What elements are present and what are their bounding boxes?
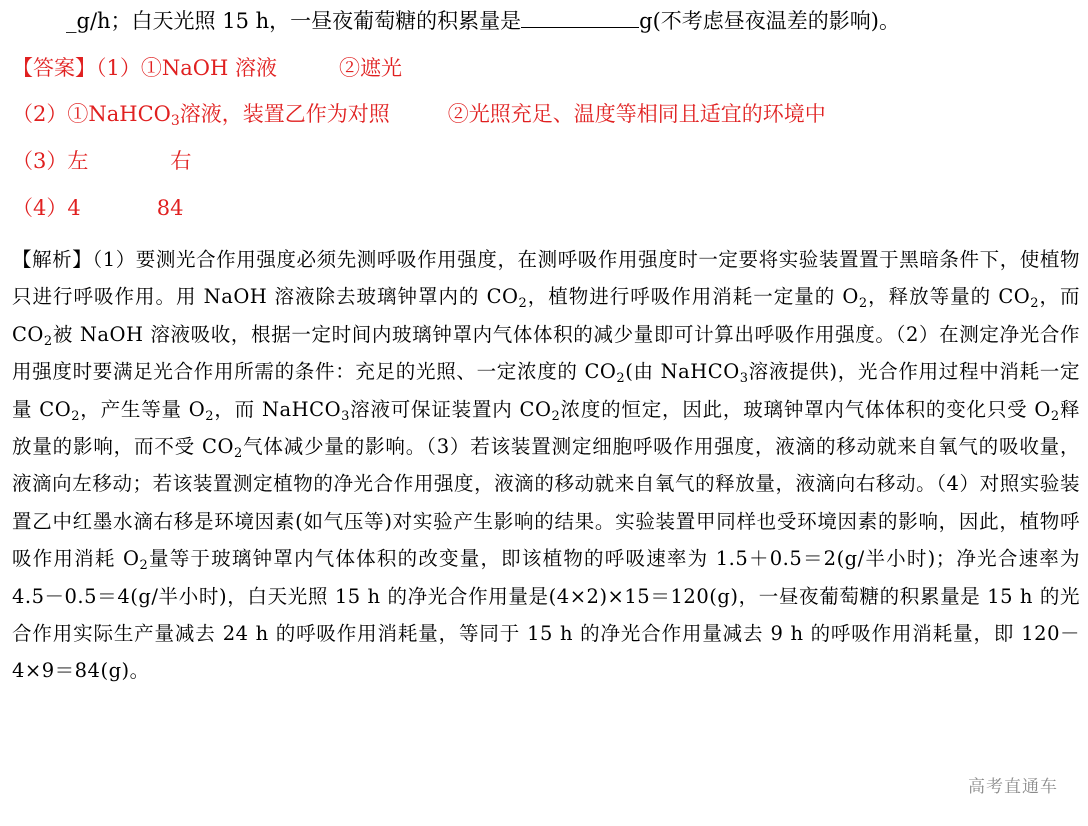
analysis-text: 浓度的恒定，因此，玻璃钟罩内气体体积的变化只受 O bbox=[560, 397, 1051, 421]
analysis-text: 释放量的影响，而不受 CO bbox=[12, 397, 1080, 459]
answer-label: 【答案】 bbox=[12, 56, 96, 80]
subscript: 2 bbox=[205, 408, 215, 424]
answer-q2-a-sub: 3 bbox=[170, 113, 180, 129]
analysis-paragraph bbox=[12, 241, 1080, 690]
subscript: 2 bbox=[616, 371, 626, 387]
subscript: 2 bbox=[43, 333, 53, 349]
question-suffix: g(不考虑昼夜温差的影响)。 bbox=[639, 9, 900, 33]
answer-blank bbox=[521, 9, 639, 28]
answer-q2-a-post: 溶液，装置乙作为对照 bbox=[179, 102, 390, 126]
answer-q2-a-pre: （2）①NaHCO bbox=[12, 102, 171, 126]
answer-line-3 bbox=[12, 149, 191, 173]
analysis-text: ，植物进行呼吸作用消耗一定量的 O bbox=[527, 285, 859, 309]
analysis-text: 被 NaOH 溶液吸收，根据一定时间内玻璃钟罩内气体体积的减少量即可计算出呼吸作用强度。（2）在测定净光合作用强度时要满足光合作用所需的条件：充足的光照、一定浓度的 CO bbox=[12, 322, 1080, 384]
analysis-text: 溶液提供)，光合作用过程中消耗一定量 CO bbox=[12, 360, 1080, 421]
analysis-text: ，而 NaHCO bbox=[214, 397, 342, 421]
answer-q4-a: （4）4 bbox=[12, 196, 81, 220]
analysis-text: 量等于玻璃钟罩内气体体积的改变量，即该植物的呼吸速率为 1.5＋0.5＝2(g/半小时)；净光合速率为 4.5－0.5＝4(g/半小时)，白天光照 15 h 的净光合作用量是(4×2)×15＝120(g)，一昼夜葡萄糖的积累量是 15 h 的光合作用实际生产量减去 24 h 的呼吸作用消耗量，等同于 15 h 的净光合作用量减去 9 h 的呼吸作用消耗量，即 120－4×9＝84(g)。 bbox=[12, 547, 1081, 683]
analysis-text: 溶液可保证装置内 CO bbox=[349, 397, 552, 421]
subscript: 3 bbox=[739, 371, 749, 387]
analysis-text: 气体减少量的影响。（3）若该装置测定细胞呼吸作用强度，液滴的移动就来自氧气的吸收量，液滴向左移动；若该装置测定植物的净光合作用强度，液滴的移动就来自氧气的释放量，液滴向右移动。（4）对照实验装置乙中红墨水滴右移是环境因素(如气压等)对实验产生影响的结果。实验装置甲同样也受环境因素的影响，因此，植物呼吸作用消耗 O bbox=[12, 435, 1080, 571]
question-prefix: _g/h；白天光照 15 h，一昼夜葡萄糖的积累量是 bbox=[66, 9, 522, 33]
watermark: 高考直通车 bbox=[968, 777, 1058, 797]
subscript: 2 bbox=[858, 296, 868, 312]
analysis-label: 【解析】 bbox=[12, 248, 93, 271]
subscript: 2 bbox=[1030, 296, 1040, 312]
answer-q1-a: （1）①NaOH 溶液 bbox=[96, 56, 277, 80]
analysis-text: (由 NaHCO bbox=[625, 360, 740, 384]
answer-q3-a: （3）左 bbox=[12, 149, 89, 173]
answer-q3-b: 右 bbox=[170, 149, 192, 173]
analysis-text: ，而 CO bbox=[12, 285, 1081, 346]
answer-line-2 bbox=[12, 102, 826, 129]
answer-line-4 bbox=[12, 196, 183, 220]
analysis-text: ，释放等量的 CO bbox=[867, 285, 1031, 309]
analysis-text: （1）要测光合作用强度必须先测呼吸作用强度，在测呼吸作用强度时一定要将实验装置置于黑暗条件下，使植物只进行呼吸作用。用 NaOH 溶液除去玻璃钟罩内的 CO bbox=[12, 248, 1080, 309]
subscript: 2 bbox=[1050, 408, 1060, 424]
subscript: 2 bbox=[233, 446, 243, 462]
subscript: 2 bbox=[518, 296, 528, 312]
subscript: 2 bbox=[551, 408, 561, 424]
answer-q4-b: 84 bbox=[156, 196, 184, 220]
question-tail bbox=[66, 9, 900, 33]
subscript: 2 bbox=[71, 408, 80, 424]
answer-q1-b: ②遮光 bbox=[338, 56, 402, 80]
subscript: 2 bbox=[139, 558, 149, 574]
answer-line-1 bbox=[12, 56, 402, 80]
subscript: 3 bbox=[341, 408, 350, 424]
answer-q2-b: ②光照充足、温度等相同且适宜的环境中 bbox=[447, 102, 826, 126]
analysis-text: ，产生等量 O bbox=[80, 397, 206, 421]
